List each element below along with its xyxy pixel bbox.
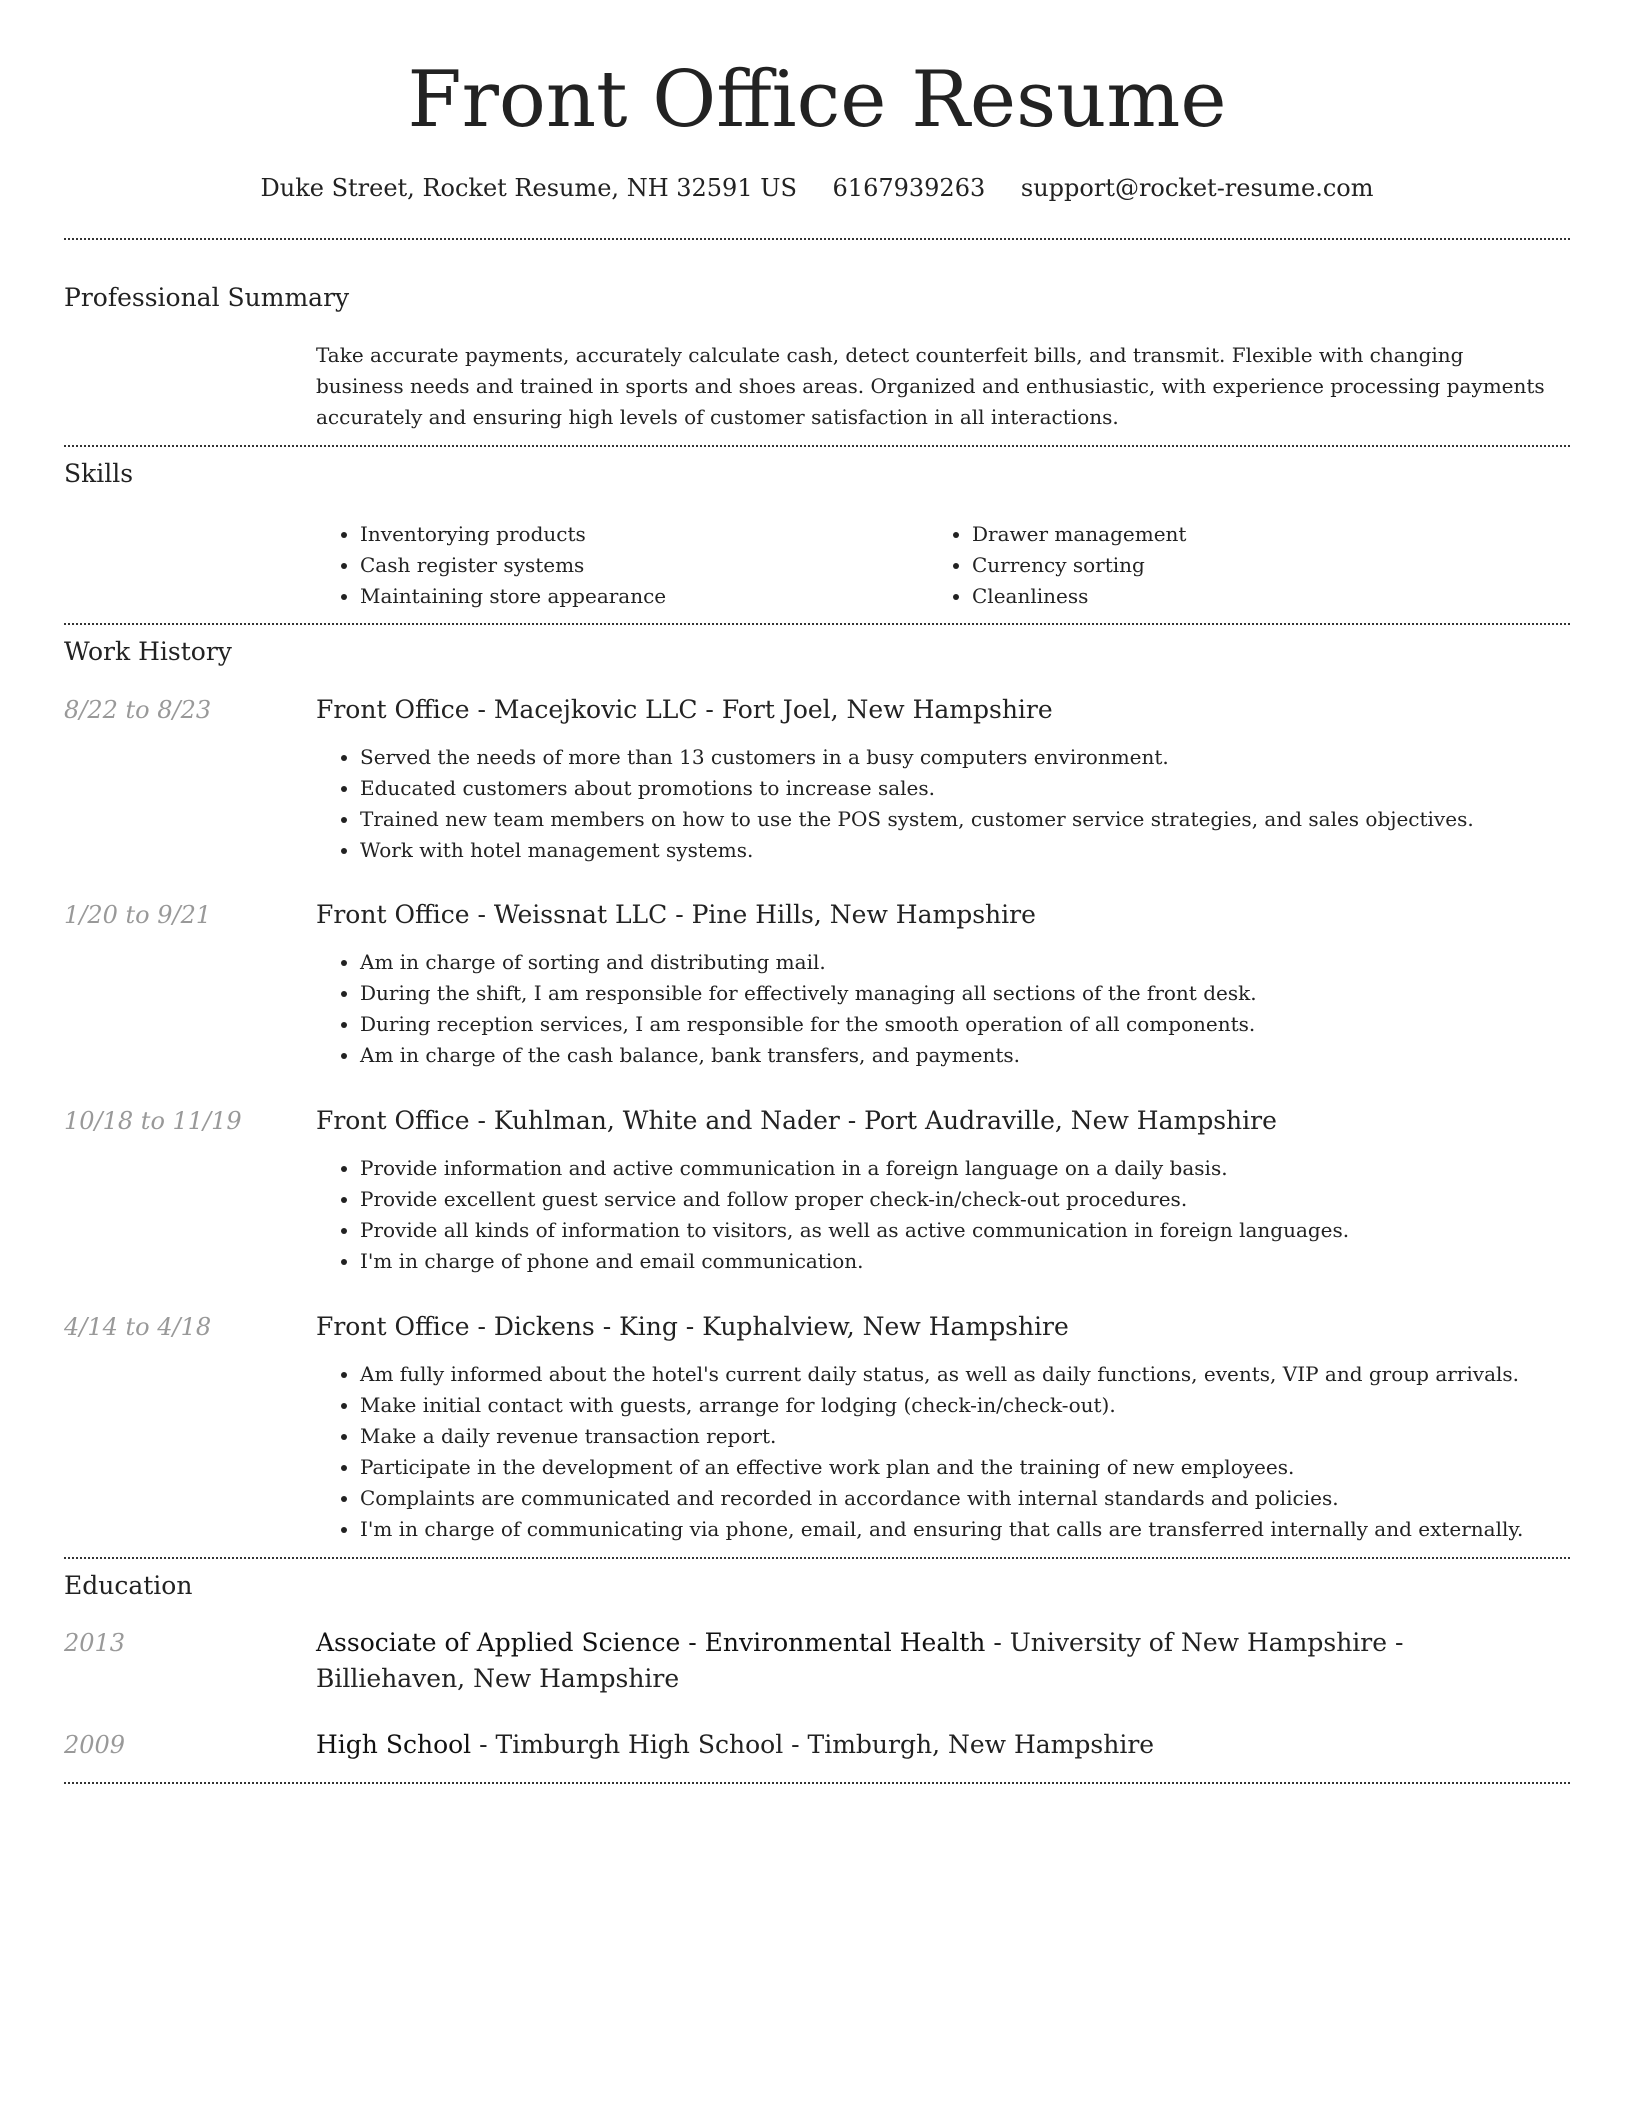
section-title-education: Education (64, 1571, 193, 1600)
section-title-skills: Skills (64, 459, 134, 488)
job-title: Front Office - Weissnat LLC - Pine Hills, New Hampshire (316, 900, 1036, 929)
education-year: 2009 (64, 1731, 126, 1759)
contact-address: Duke Street, Rocket Resume, NH 32591 US (260, 174, 797, 202)
skill-item: • Cleanliness (972, 581, 1528, 612)
job-bullet: • Participate in the development of an effective work plan and the training of new employees. (360, 1452, 1566, 1483)
job-bullet: • Provide excellent guest service and follow proper check-in/check-out procedures. (360, 1184, 1566, 1215)
education-details: - University of New Hampshire - Billiehaven, New Hampshire (316, 1628, 1404, 1693)
education-degree: High School (316, 1730, 472, 1759)
resume-title: Front Office Resume (407, 55, 1227, 145)
job-bullet: • Trained new team members on how to use the POS system, customer service strategies, and sales objectives. (360, 804, 1566, 835)
education-details: - Timburgh High School - Timburgh, New Hampshire (471, 1730, 1155, 1759)
job-dates: 1/20 to 9/21 (64, 901, 212, 929)
education-degree: Associate of Applied Science - Environmental Health (316, 1628, 986, 1657)
job-bullets (316, 947, 1566, 1071)
job-bullet: • Served the needs of more than 13 customers in a busy computers environment. (360, 742, 1566, 773)
contact-email: support@rocket-resume.com (1020, 174, 1374, 202)
skill-item: • Drawer management (972, 519, 1528, 550)
job-bullet: • Am in charge of the cash balance, bank transfers, and payments. (360, 1040, 1566, 1071)
education-year: 2013 (64, 1629, 126, 1657)
job-title: Front Office - Kuhlman, White and Nader - Port Audraville, New Hampshire (316, 1106, 1277, 1135)
contact-line (64, 170, 1570, 206)
divider (64, 623, 1570, 625)
job-bullet: • During the shift, I am responsible for effectively managing all sections of the front desk. (360, 978, 1566, 1009)
education-entry (316, 1727, 1546, 1763)
job-bullets (316, 742, 1566, 866)
section-title-work-history: Work History (64, 637, 232, 666)
job-bullet: • Am fully informed about the hotel's current daily status, as well as daily functions, events, VIP and group arrivals. (360, 1359, 1566, 1390)
job-bullet: • I'm in charge of communicating via phone, email, and ensuring that calls are transferred internally and externally. (360, 1514, 1566, 1545)
skill-item: • Cash register systems (360, 550, 916, 581)
divider (64, 1557, 1570, 1559)
skill-item: • Currency sorting (972, 550, 1528, 581)
job-bullet: • Educated customers about promotions to increase sales. (360, 773, 1566, 804)
skills-column-left (316, 519, 916, 612)
job-bullet: • Make a daily revenue transaction report. (360, 1421, 1566, 1452)
job-title: Front Office - Dickens - King - Kuphalview, New Hampshire (316, 1312, 1069, 1341)
job-bullets (316, 1359, 1566, 1545)
job-bullet: • Am in charge of sorting and distributing mail. (360, 947, 1566, 978)
skill-item: • Inventorying products (360, 519, 916, 550)
job-title: Front Office - Macejkovic LLC - Fort Joel, New Hampshire (316, 695, 1053, 724)
job-bullet: • Provide information and active communication in a foreign language on a daily basis. (360, 1153, 1566, 1184)
job-bullet: • I'm in charge of phone and email communication. (360, 1246, 1566, 1277)
job-bullet: • Provide all kinds of information to visitors, as well as active communication in foreign languages. (360, 1215, 1566, 1246)
section-title-summary: Professional Summary (64, 283, 350, 312)
divider (64, 238, 1570, 240)
education-entry (316, 1625, 1546, 1697)
job-bullet: • Complaints are communicated and recorded in accordance with internal standards and policies. (360, 1483, 1566, 1514)
job-dates: 8/22 to 8/23 (64, 696, 212, 724)
skill-item: • Maintaining store appearance (360, 581, 916, 612)
contact-phone: 6167939263 (832, 174, 986, 202)
job-bullet: • Work with hotel management systems. (360, 835, 1566, 866)
job-dates: 10/18 to 11/19 (64, 1107, 242, 1135)
divider (64, 1782, 1570, 1784)
divider (64, 445, 1570, 447)
job-bullet: • Make initial contact with guests, arrange for lodging (check-in/check-out). (360, 1390, 1566, 1421)
job-bullets (316, 1153, 1566, 1277)
job-bullet: • During reception services, I am responsible for the smooth operation of all components. (360, 1009, 1566, 1040)
skills-column-right (928, 519, 1528, 612)
job-dates: 4/14 to 4/18 (64, 1313, 212, 1341)
summary-text: Take accurate payments, accurately calculate cash, detect counterfeit bills, and transmit. Flexible with changing business needs and trained in sports and shoes areas. Organized and enthusiastic, with experience processing payments accurately and ensuring high levels of customer satisfaction in all interactions. (316, 343, 1545, 429)
